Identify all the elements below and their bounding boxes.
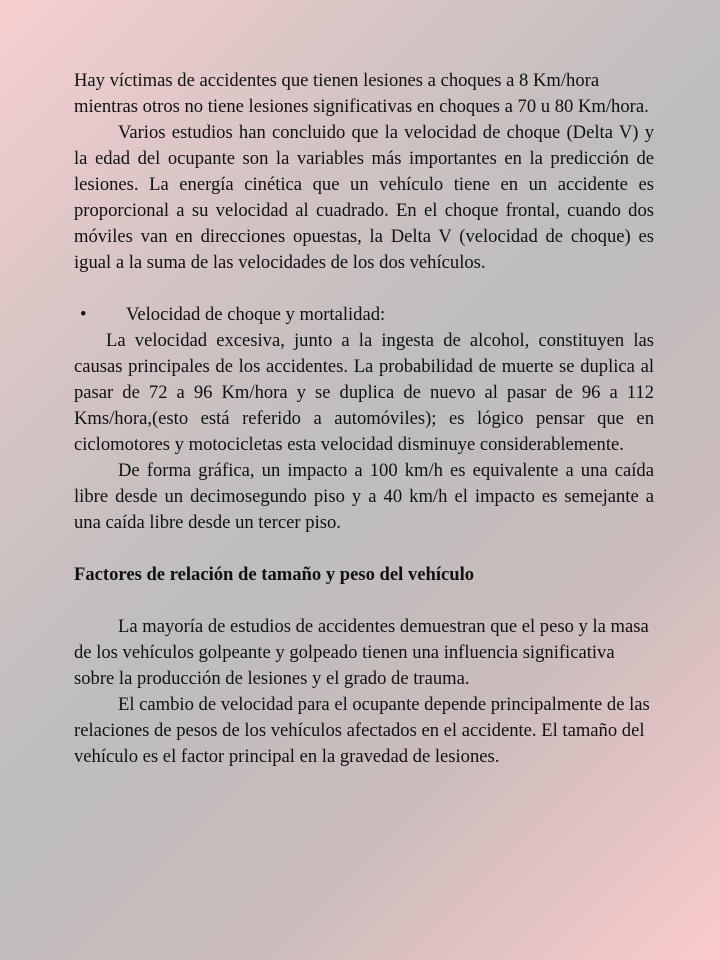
document-page <box>74 68 654 770</box>
paragraph-weight-mass: La mayoría de estudios de accidentes demuestran que el peso y la masa de los vehículos golpeante y golpeado tienen una influencia significativa sobre la producción de lesiones y el grado de trauma. <box>74 616 649 689</box>
paragraph-delta-v: Varios estudios han concluido que la velocidad de choque (Delta V) y la edad del ocupante son la variables más importantes en la predicción de lesiones. La energía cinética que un vehículo tiene en un accidente es proporcional a su velocidad al cuadrado. En el choque frontal, cuando dos móviles van en direcciones opuestas, la Delta V (velocidad de choque) es igual a la suma de las velocidades de los dos vehículos. <box>74 122 654 273</box>
bullet-item <box>74 302 654 328</box>
paragraph-intro: Hay víctimas de accidentes que tienen lesiones a choques a 8 Km/hora mientras otros no tiene lesiones significativas en choques a 70 u 80 Km/hora. <box>74 70 649 117</box>
paragraph-vehicle-size: El cambio de velocidad para el ocupante depende principalmente de las relaciones de pesos de los vehículos afectados en el accidente. El tamaño del vehículo es el factor principal en la gravedad de lesiones. <box>74 694 650 767</box>
paragraph-free-fall: De forma gráfica, un impacto a 100 km/h es equivalente a una caída libre desde un decimosegundo piso y a 40 km/h el impacto es semejante a una caída libre desde un tercer piso. <box>74 460 654 533</box>
spacer <box>74 536 654 562</box>
bullet-icon: • <box>80 304 87 325</box>
section-heading: Factores de relación de tamaño y peso del vehículo <box>74 564 475 585</box>
spacer <box>74 276 654 302</box>
bullet-title: Velocidad de choque y mortalidad: <box>126 304 386 325</box>
spacer <box>74 588 654 614</box>
paragraph-speed-mortality: La velocidad excesiva, junto a la ingesta de alcohol, constituyen las causas principales de los accidentes. La probabilidad de muerte se duplica al pasar de 72 a 96 Km/hora y se duplica de nuevo al pasar de 96 a 112 Kms/hora,(esto está referido a automóviles); es lógico pensar que en ciclomotores y motocicletas esta velocidad disminuye considerablemente. <box>74 330 654 455</box>
